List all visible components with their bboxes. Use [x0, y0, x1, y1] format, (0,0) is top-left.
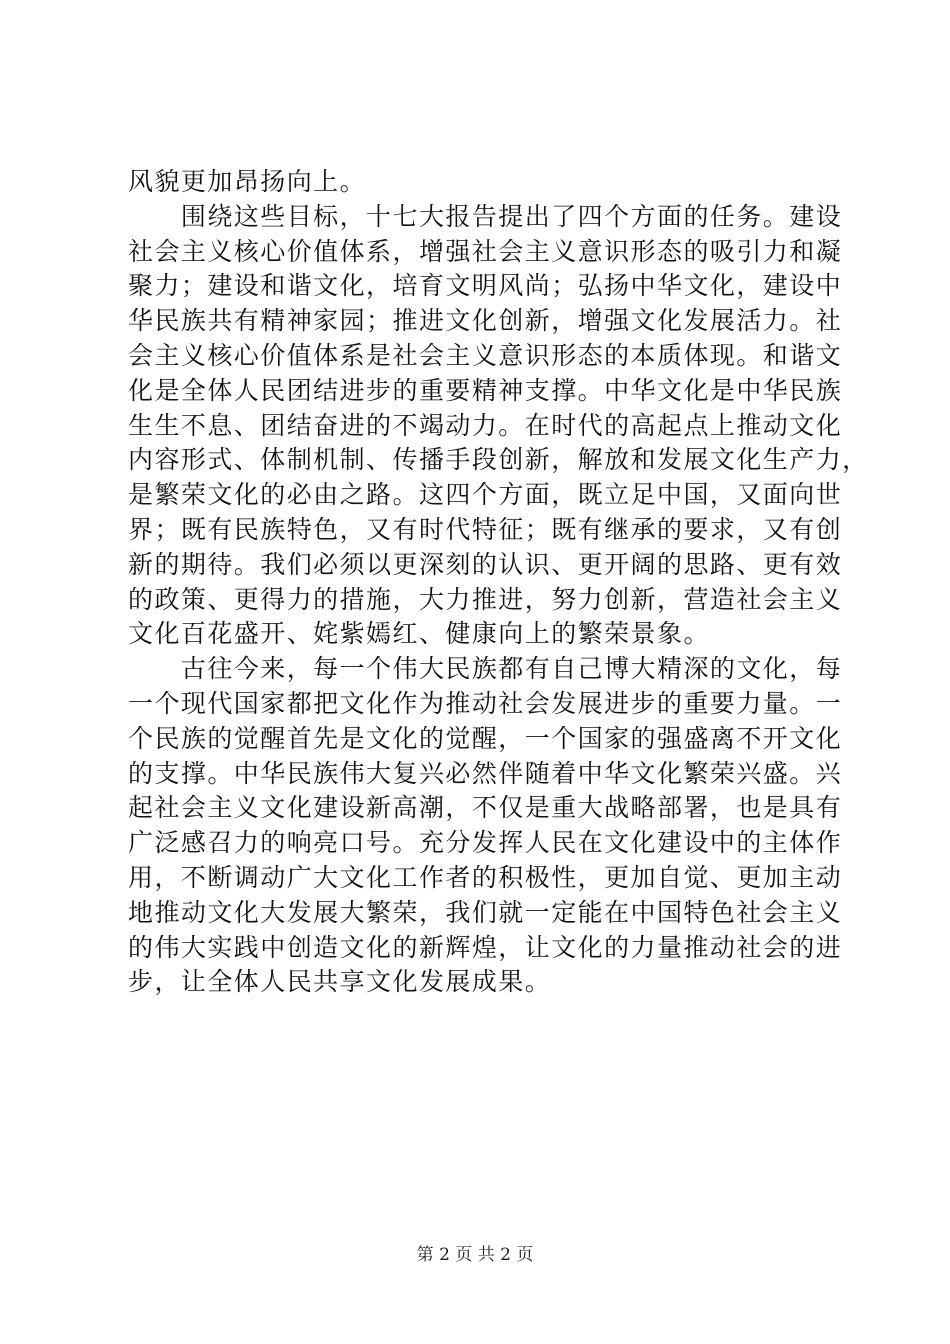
text-line: 聚力；建设和谐文化，培育文明风尚；弘扬中华文化，建设中 — [128, 271, 843, 301]
text-line: 化是全体人民团结进步的重要精神支撑。中华文化是中华民族 — [128, 375, 843, 405]
text-line: 会主义核心价值体系是社会主义意识形态的本质体现。和谐文 — [128, 340, 843, 370]
text-line: 用，不断调动广大文化工作者的积极性，更加自觉、更加主动 — [128, 862, 843, 892]
text-line: 生生不息、团结奋进的不竭动力。在时代的高起点上推动文化 — [128, 410, 843, 440]
text-line: 社会主义核心价值体系，增强社会主义意识形态的吸引力和凝 — [128, 236, 843, 266]
text-line: 界；既有民族特色，又有时代特征；既有继承的要求，又有创 — [128, 514, 843, 544]
text-line: 的政策、更得力的措施，大力推进，努力创新，营造社会主义 — [128, 584, 843, 614]
text-line: 华民族共有精神家园；推进文化创新，增强文化发展活力。社 — [128, 306, 843, 336]
text-line: 围绕这些目标，十七大报告提出了四个方面的任务。建设 — [128, 201, 843, 231]
text-line: 内容形式、体制机制、传播手段创新，解放和发展文化生产力， — [128, 445, 869, 475]
text-line: 文化百花盛开、姹紫嫣红、健康向上的繁荣景象。 — [128, 619, 710, 649]
text-line: 的伟大实践中创造文化的新辉煌，让文化的力量推动社会的进 — [128, 932, 843, 962]
text-line: 风貌更加昂扬向上。 — [128, 167, 367, 196]
text-line: 个民族的觉醒首先是文化的觉醒，一个国家的强盛离不开文化 — [128, 723, 843, 753]
page-number-footer: 第 2 页 共 2 页 — [416, 1245, 534, 1265]
text-line: 地推动文化大发展大繁荣，我们就一定能在中国特色社会主义 — [128, 897, 843, 927]
text-line: 是繁荣文化的必由之路。这四个方面，既立足中国，又面向世 — [128, 480, 843, 510]
text-line: 一个现代国家都把文化作为推动社会发展进步的重要力量。一 — [128, 688, 843, 718]
body-text — [128, 165, 869, 1000]
text-line: 广泛感召力的响亮口号。充分发挥人民在文化建设中的主体作 — [128, 828, 843, 858]
text-line: 古往今来，每一个伟大民族都有自己博大精深的文化，每 — [128, 654, 843, 684]
text-line: 新的期待。我们必须以更深刻的认识、更开阔的思路、更有效 — [128, 549, 843, 579]
text-line: 步，让全体人民共享文化发展成果。 — [128, 967, 552, 997]
text-line: 的支撑。中华民族伟大复兴必然伴随着中华文化繁荣兴盛。兴 — [128, 758, 843, 788]
text-line: 起社会主义文化建设新高潮，不仅是重大战略部署，也是具有 — [128, 793, 843, 823]
